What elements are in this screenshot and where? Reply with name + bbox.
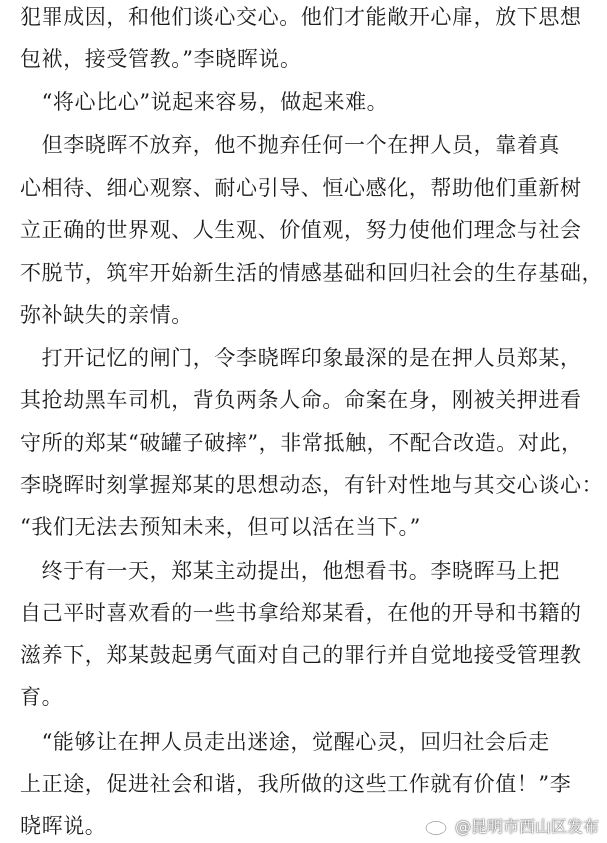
text-line: 终于有一天，郑某主动提出，他想看书。李晓晖马上把 — [20, 559, 560, 583]
text-line: “我们无法去预知未来，但可以活在当下。” — [20, 515, 421, 539]
text-line: “能够让在押人员走出迷途，觉醒心灵，回归社会后走 — [20, 730, 550, 754]
text-line: 守所的郑某“破罐子破摔”，非常抵触，不配合改造。对此， — [20, 431, 583, 455]
text-line: 育。 — [20, 685, 64, 709]
text-line: 李晓晖时刻掌握郑某的思想动态，有针对性地与其交心谈心： — [20, 473, 604, 497]
text-line: 滋养下，郑某鼓起勇气面对自己的罪行并自觉地接受管理教 — [20, 643, 582, 667]
watermark-text: @昆明市西山区发布 — [454, 816, 599, 836]
text-line: 弥补缺失的亲情。 — [20, 303, 193, 327]
text-line: 上正途，促进社会和谐，我所做的这些工作就有价值！”李 — [20, 772, 572, 796]
text-line: 打开记忆的闸门，令李晓晖印象最深的是在押人员郑某， — [20, 346, 582, 370]
text-line: 包袱，接受管教。”李晓晖说。 — [20, 47, 302, 71]
text-line: 不脱节，筑牢开始新生活的情感基础和回归社会的生存基础， — [20, 261, 604, 285]
text-line: “将心比心”说起来容易，做起来难。 — [20, 90, 389, 114]
text-line: 自己平时喜欢看的一些书拿给郑某看，在他的开导和书籍的 — [20, 601, 582, 625]
weibo-icon — [425, 814, 451, 836]
text-line: 其抢劫黑车司机，背负两条人命。命案在身，刚被关押进看 — [20, 388, 582, 412]
text-line: 晓晖说。 — [20, 814, 107, 838]
text-line: 心相待、细心观察、耐心引导、恒心感化，帮助他们重新树 — [20, 176, 582, 200]
text-line: 但李晓晖不放弃，他不抛弃任何一个在押人员，靠着真 — [20, 133, 560, 157]
text-line: 犯罪成因，和他们谈心交心。他们才能敞开心扉，放下思想 — [20, 5, 582, 29]
weibo-watermark — [425, 812, 599, 838]
text-line: 立正确的世界观、人生观、价值观，努力使他们理念与社会 — [20, 218, 582, 242]
